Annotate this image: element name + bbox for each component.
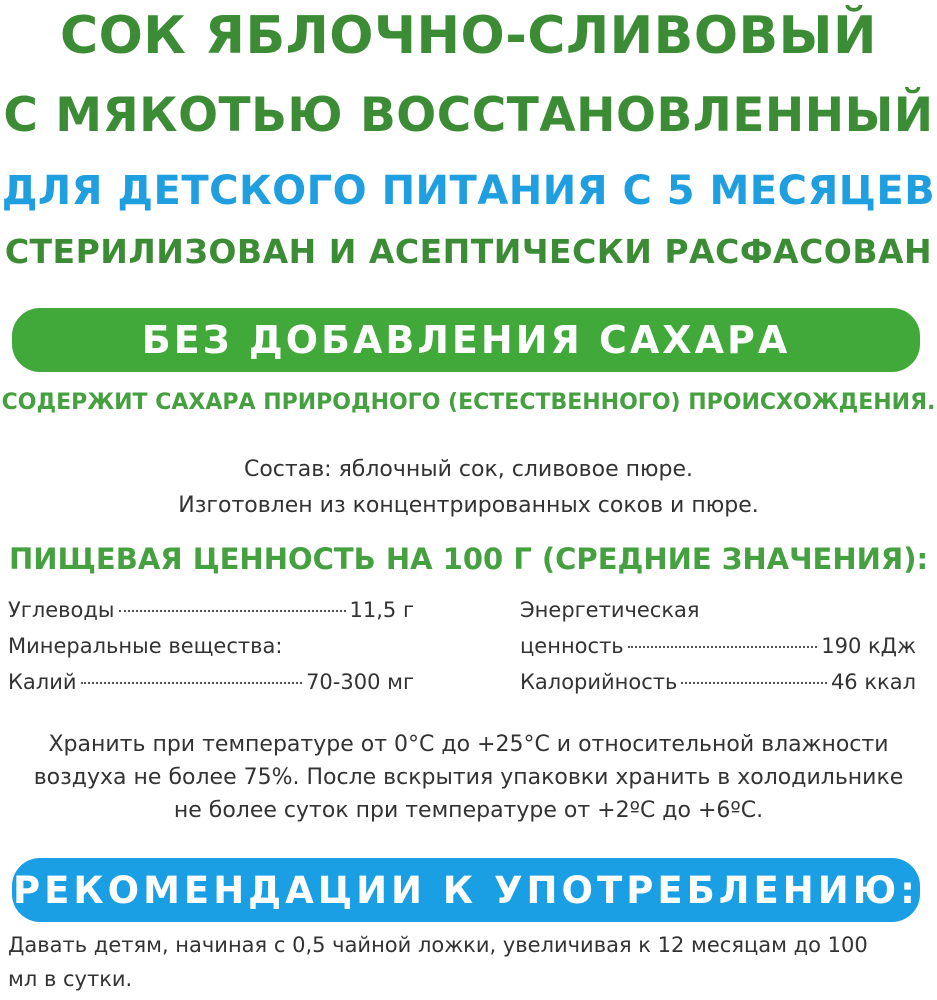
energy-row-2: [520, 634, 916, 658]
potassium-value: 70-300 мг: [306, 670, 414, 694]
potassium-row: [8, 670, 414, 694]
product-title: СОК ЯБЛОЧНО-СЛИВОВЫЙ: [59, 6, 878, 66]
sugar-note: СОДЕРЖИТ САХАРА ПРИРОДНОГО (ЕСТЕСТВЕННОГО) ПРОИСХОЖДЕНИЯ.: [1, 390, 936, 415]
composition: [0, 452, 937, 524]
nutrition-heading: ПИЩЕВАЯ ЦЕННОСТЬ НА 100 Г (СРЕДНИЕ ЗНАЧЕНИЯ):: [8, 542, 929, 576]
minerals-row: [8, 634, 282, 658]
carbs-label: Углеводы: [8, 598, 115, 622]
reco-line-2: мл в сутки.: [8, 967, 133, 991]
calories-value: 46 ккал: [830, 670, 916, 694]
dot-leader: [119, 610, 346, 612]
recommendations-text: [8, 928, 933, 996]
dot-leader: [628, 646, 818, 648]
storage-line-3: не более суток при температуре от +2ºС до +6ºС.: [173, 798, 764, 823]
age-label: ДЛЯ ДЕТСКОГО ПИТАНИЯ С 5 МЕСЯЦЕВ: [1, 168, 936, 214]
reco-line-1: Давать детям, начиная с 0,5 чайной ложки, увеличивая к 12 месяцам до 100: [8, 933, 868, 957]
composition-line-2: Изготовлен из концентрированных соков и пюре.: [178, 493, 759, 518]
composition-line-1: Состав: яблочный сок, сливовое пюре.: [243, 457, 693, 482]
product-subtitle: С МЯКОТЬЮ ВОССТАНОВЛЕННЫЙ: [3, 88, 934, 143]
minerals-label: Минеральные вещества:: [8, 634, 283, 658]
energy-value: 190 кДж: [821, 634, 916, 658]
calories-row: [520, 670, 916, 694]
energy-row-1: [520, 598, 700, 622]
dot-leader: [81, 682, 303, 684]
dot-leader: [681, 682, 827, 684]
carbs-row: [8, 598, 414, 622]
energy-label-2: ценность: [520, 634, 624, 658]
storage-line-1: Хранить при температуре от 0°С до +25°С и относительной влажности: [48, 732, 889, 757]
carbs-value: 11,5 г: [349, 598, 414, 622]
potassium-label: Калий: [8, 670, 77, 694]
storage-line-2: воздуха не более 75%. После вскрытия упаковки хранить в холодильнике: [33, 765, 904, 790]
no-sugar-banner: БЕЗ ДОБАВЛЕНИЯ САХАРА: [12, 308, 920, 372]
calories-label: Калорийность: [520, 670, 678, 694]
energy-label-1: Энергетическая: [520, 598, 700, 622]
storage-info: [0, 728, 937, 827]
recommendations-banner: РЕКОМЕНДАЦИИ К УПОТРЕБЛЕНИЮ:: [12, 858, 920, 922]
processing-label: СТЕРИЛИЗОВАН И АСЕПТИЧЕСКИ РАСФАСОВАН: [4, 232, 933, 271]
